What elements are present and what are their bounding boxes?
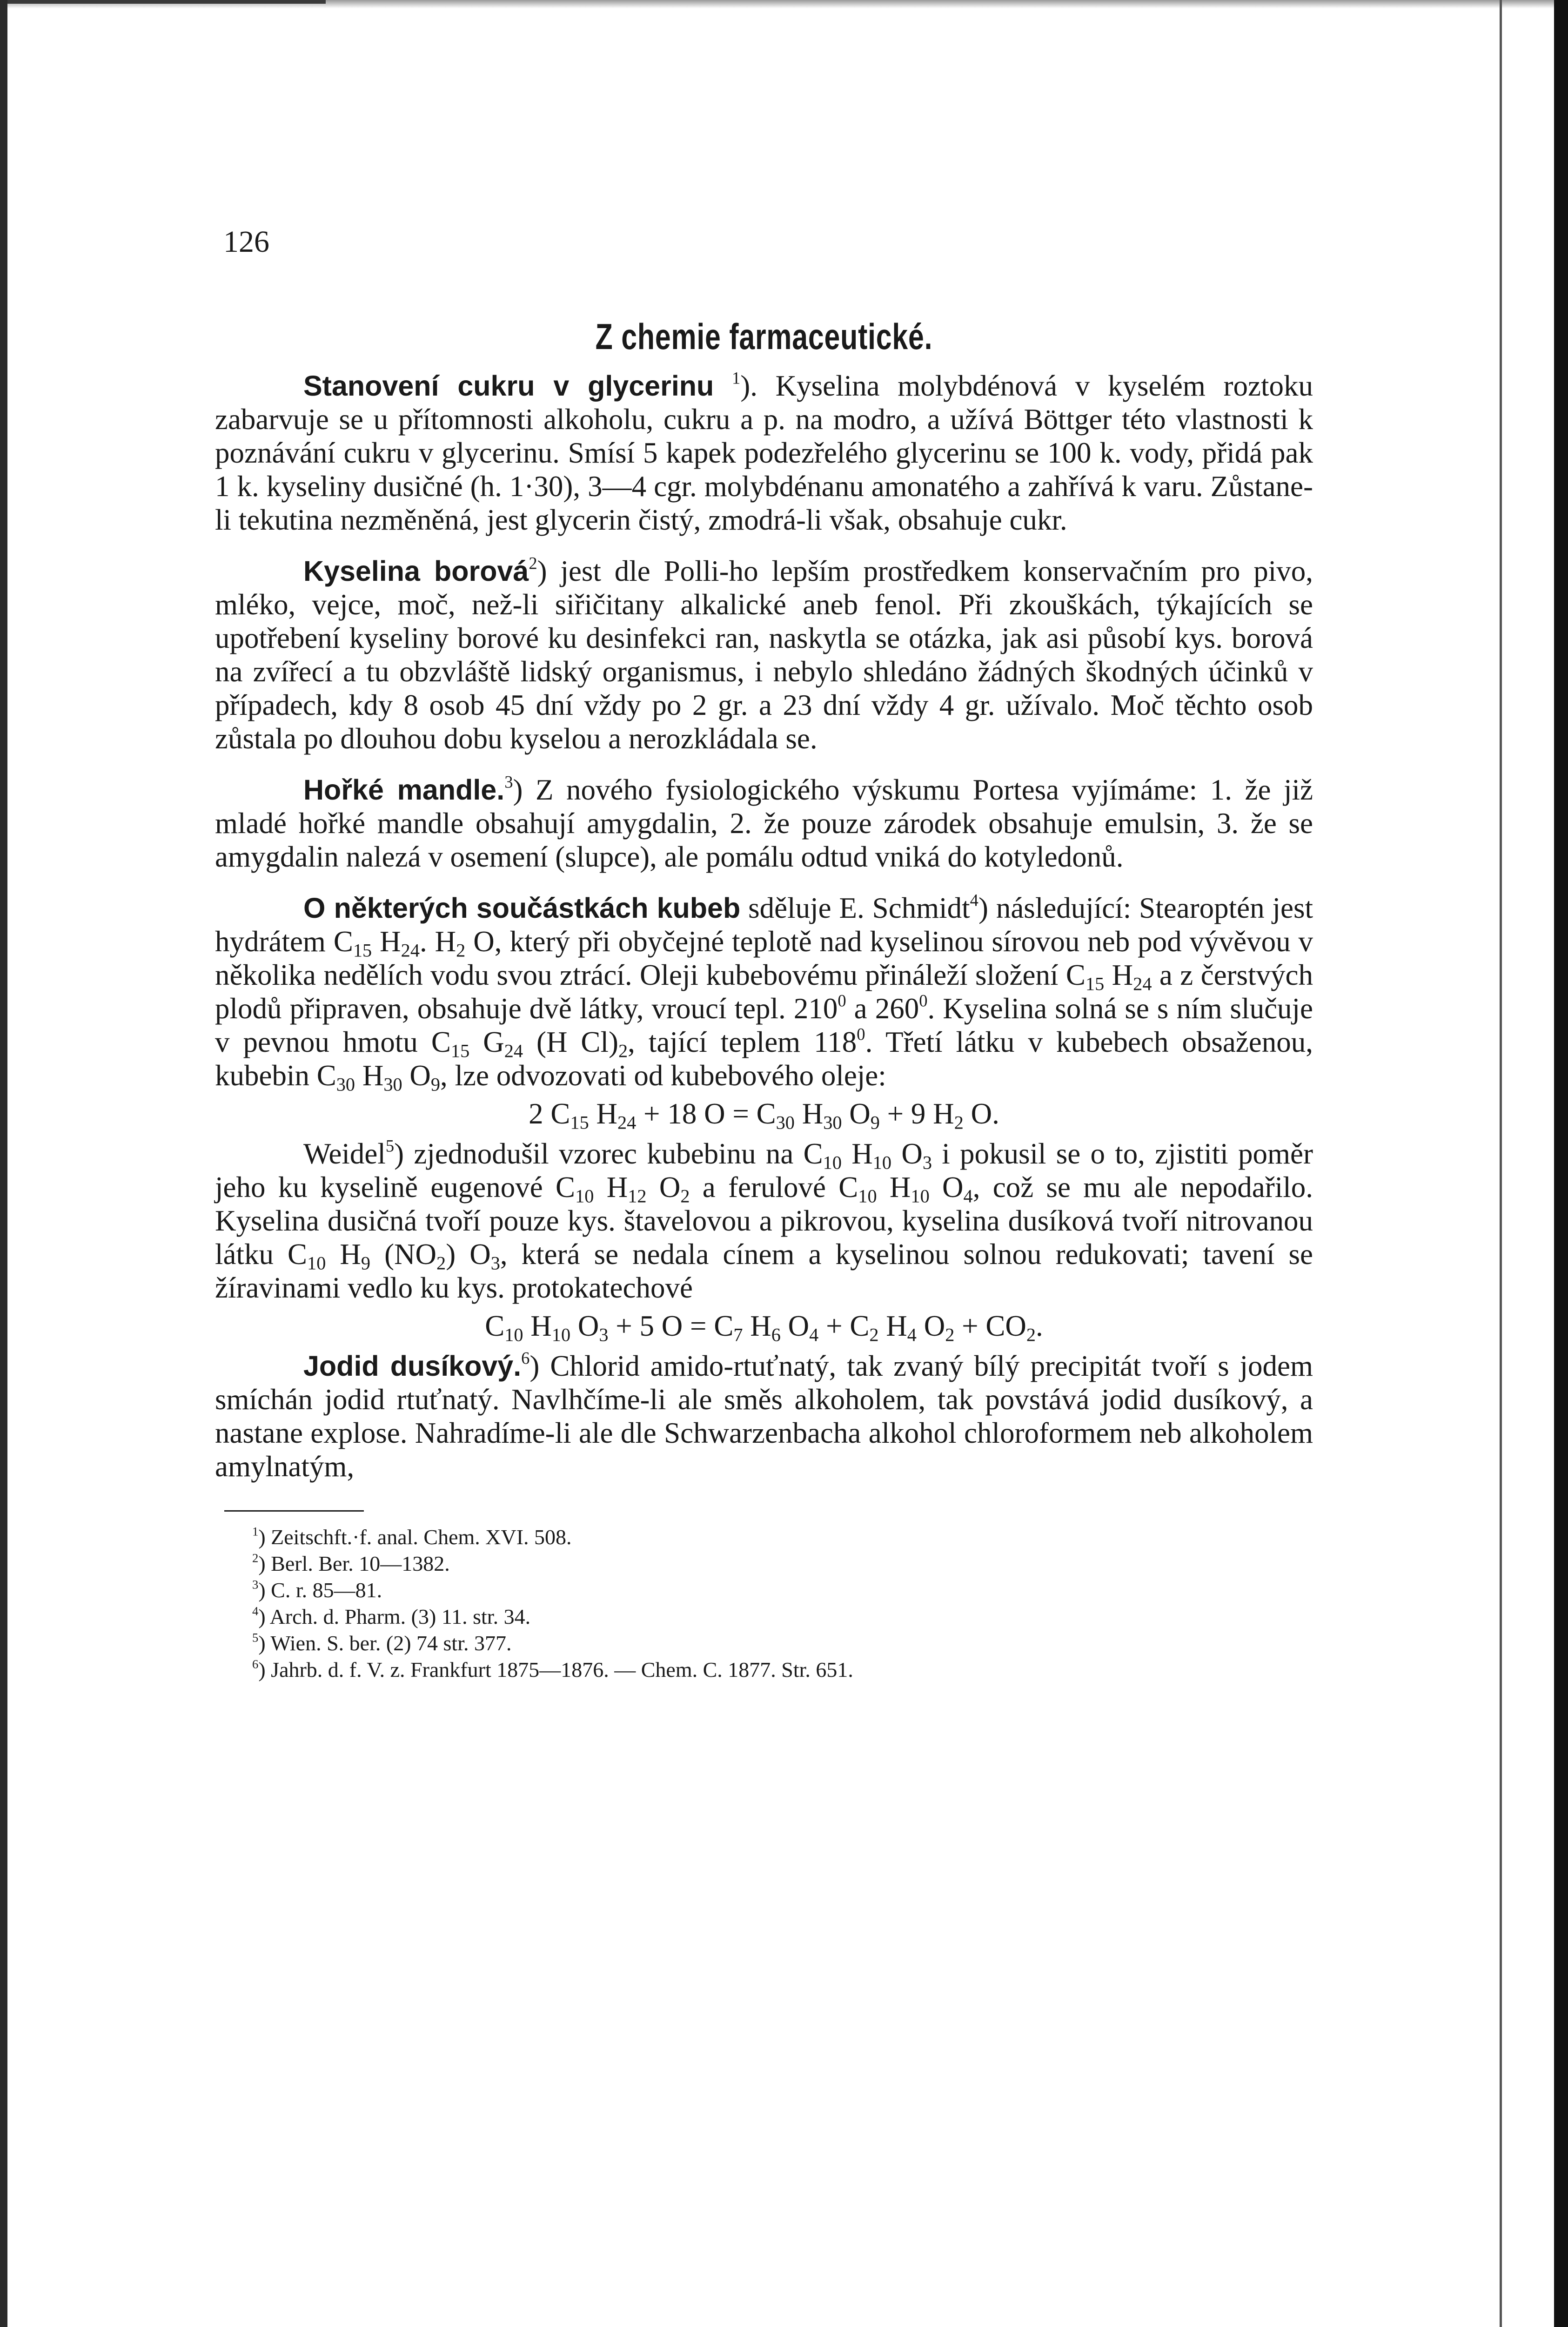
scan-page-fold-line	[1500, 0, 1502, 2327]
sugar-conclusion: Zůstane-li tekutina nezměněná, jest glycerin čistý, zmodrá-li však, obsahuje cukr.	[215, 470, 1313, 536]
heading-cubeb-components: O některých součástkách kubeb	[303, 892, 741, 924]
footnote-2: $^2$) Berl. Ber. 10—1382.	[252, 1551, 450, 1575]
footnote-3: $^3$) C. r. 85—81.	[252, 1577, 382, 1602]
scan-edge-right	[1554, 0, 1568, 2327]
footnote-ref-2: 2	[529, 553, 537, 573]
scan-edge-left	[0, 0, 7, 2327]
paragraph-boric-acid: Kyselina borová$^2$) jest dle Polli-ho lepším prostředkem konservačním pro pivo, mléko, vejce, moč, než-li siřičitany alkalické aneb fenol. Při zkouškách, týkajících se upotřebení kyseliny borové ku desinfekci ran, naskytla se otázka, jak asi působí kys. borová na zvířecí a tu obzvláště lidský organismus, i nebylo shledáno žádných škodných účinků v případech, kdy 8 osob 45 dní vždy po 2 gr. a 23 dní vždy 4 gr. užívalo. Moč těchto osob zůstala po dlouhou dobu kyselou a nerozkládala se.	[215, 553, 1313, 755]
heading-nitrogen-iodide: Jodid dusíkový.	[303, 1350, 522, 1382]
footnote-4: $^4$) Arch. d. Pharm. (3) 11. str. 34.	[252, 1604, 531, 1628]
heading-bitter-almonds: Hořké mandle.	[303, 774, 505, 806]
page	[215, 223, 1313, 1683]
footnote-1: $^1$) Zeitschft.·f. anal. Chem. XVI. 508.	[252, 1524, 572, 1549]
page-number: 126	[223, 225, 269, 259]
heading-sugar-in-glycerin: Stanovení cukru v glycerinu	[303, 370, 714, 402]
paragraph-weidel: Weidel$^5$) zjednodušil vzorec kubebinu na $C_{10}$ $H_{10}$ $O_3$ i pokusil se o to, zjistiti poměr jeho ku kyselině eugenové $C_{10}$ $H_{12}$ $O_2$ a ferulové $C_{10}$ $H_{10}$ $O_4$, což se mu ale nepodařilo. Kyselina dusičná tvoří pouze kys. štavelovou a pikrovou, kyselina dusíková tvoří nitrovanou látku $C_{10}$ $H_9$ $(NO_2)$ $O_3$, která se nedala cínem a kyselinou solnou redukovati; tavení se žíravinami vedlo ku kys. protokatechové	[215, 1136, 1313, 1304]
formula-protocatechuic: $C_{10}$ $H_{10}$ $O_3 + 5$ $O = C_7$ $H_6$ $O_4 + C_2$ $H_4$ $O_2 + CO_2$.	[485, 1310, 1043, 1345]
footnote-ref-3: 3	[504, 772, 513, 792]
footnote-6: $^6$) Jahrb. d. f. V. z. Frankfurt 1875—1876. — Chem. C. 1877. Str. 651.	[252, 1657, 853, 1681]
footnote-separator	[224, 1510, 364, 1512]
footnote-ref-1: 1	[731, 368, 741, 388]
page-title: Z chemie farmaceutické.	[595, 316, 933, 357]
paragraph-sugar-in-glycerin: Stanovení cukru v glycerinu $^1$). Kyselina molybdénová v kyselém roztoku zabarvuje se u přítomnosti alkoholu, cukru a p. na modro, a užívá Böttger této vlastnosti k poznávání cukru v glycerinu. Smísí 5 kapek podezřelého glycerinu se 100 k. vody, přidá pak 1 k. kyseliny dusičné (h. 1·30), 3—4 cgr. molybdénanu amonatého a zahřívá k varu. Zůstane-li tekutina nezměněná, jest glycerin čistý, zmodrá-li však, obsahuje cukr.	[215, 368, 1313, 536]
footnote-5: $^5$) Wien. S. ber. (2) 74 str. 377.	[252, 1630, 512, 1655]
formula-kubebin: 2 $C_{15}$ $H_{24} + 18$ $O = C_{30}$ $H_{30}$ $O_9 + 9$ $H_2$ O.	[529, 1097, 999, 1133]
footnote-ref-6: 6	[521, 1348, 530, 1368]
footnote-ref-4: 4	[970, 890, 978, 910]
footnote-ref-5: 5	[385, 1136, 395, 1156]
heading-boric-acid: Kyselina borová	[303, 555, 529, 587]
paragraph-cubeb-components: O některých součástkách kubeb sděluje E. Schmidt$^4$) následující: Stearoptén jest hydrátem $C_{15}$ $H_{24}$. $H_2$ O, který při obyčejné teplotě nad kyselinou sírovou neb pod vývěvou v několika nedělích vodu svou ztrácí. Oleji kubebovému přináleží složení $C_{15}$ $H_{24}$ a z čerstvých plodů připraven, obsahuje dvě látky, vroucí tepl. $210^0$ a $260^0$. Kyselina solná se s ním slučuje v pevnou hmotu $C_{15}$ $G_{24}$ (H $Cl)_2$, tající teplem $118^0$. Třetí látku v kubebech obsaženou, kubebin $C_{30}$ $H_{30}$ $O_9$, lze odvozovati od kubebového oleje:	[215, 890, 1313, 1095]
paragraph-bitter-almonds: Hořké mandle.$^3$) Z nového fysiologického výskumu Portesa vyjímáme: 1. že již mladé hořké mandle obsahují amygdalin, 2. že pouze zárodek obsahuje emulsin, 3. že se amygdalin nalezá v osemení (slupce), ale pomálu odtud vniká do kotyledonů.	[215, 772, 1313, 873]
paragraph-nitrogen-iodide: Jodid dusíkový.$^6$) Chlorid amido-rtuťnatý, tak zvaný bílý precipitát tvoří s jodem smíchán jodid rtuťnatý. Navlhčíme-li ale směs alkoholem, tak povstává jodid dusíkový, a nastane explose. Nahradíme-li ale dle Schwarzenbacha alkohol chloroformem neb alkoholem amylnatým,	[215, 1348, 1313, 1483]
scan-edge-top-dark	[0, 0, 326, 4]
